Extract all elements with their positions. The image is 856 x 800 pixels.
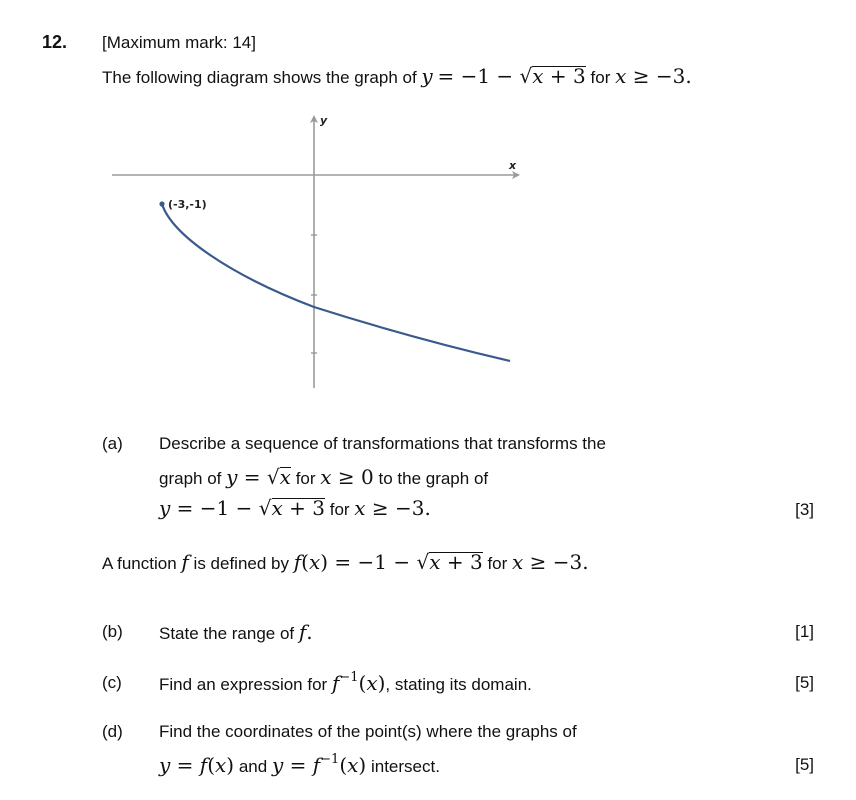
part-d-mark: [5] — [795, 755, 814, 774]
part-c-label: (c) — [102, 673, 122, 692]
part-a-line1: Describe a sequence of transformations that transforms the — [159, 434, 606, 453]
part-a-mark: [3] — [795, 500, 814, 519]
part-a-line3: y = −1 − √x + 3 for x ≥ −3. — [159, 496, 431, 520]
question-number: 12. — [42, 32, 68, 52]
part-c-text: Find an expression for $f^{-1}(x)$, stating its domain. — [159, 670, 532, 695]
endpoint-label: (-3,-1) — [168, 198, 207, 211]
curve — [162, 204, 510, 361]
max-mark: [Maximum mark: 14] — [102, 33, 256, 52]
endpoint-marker — [159, 201, 164, 206]
part-a-line2: graph of y = √x for x ≥ 0 to the graph of — [159, 465, 489, 489]
part-b-text: State the range of f. — [159, 620, 313, 644]
y-axis — [310, 115, 318, 388]
intro-line: The following diagram shows the graph of y = −1 − √x + 3 for x ≥ −3. — [102, 64, 692, 88]
part-d-line2: y = f(x) and $y = f^{-1}(x)$ intersect. — [159, 752, 440, 777]
x-axis — [112, 171, 520, 179]
y-axis-label: y — [320, 114, 328, 127]
part-b-mark: [1] — [795, 622, 814, 641]
part-d-label: (d) — [102, 722, 123, 741]
intro-for: for — [590, 68, 611, 87]
function-graph — [110, 110, 530, 395]
intro-text: The following diagram shows the graph of — [102, 68, 417, 87]
part-d-line1: Find the coordinates of the point(s) where the graphs of — [159, 722, 577, 741]
part-a-label: (a) — [102, 434, 123, 453]
function-definition: A function f is defined by f(x) = −1 − √x + 3 for x ≥ −3. — [102, 550, 589, 574]
part-b-label: (b) — [102, 622, 123, 641]
part-c-mark: [5] — [795, 673, 814, 692]
x-axis-label: x — [509, 159, 517, 172]
